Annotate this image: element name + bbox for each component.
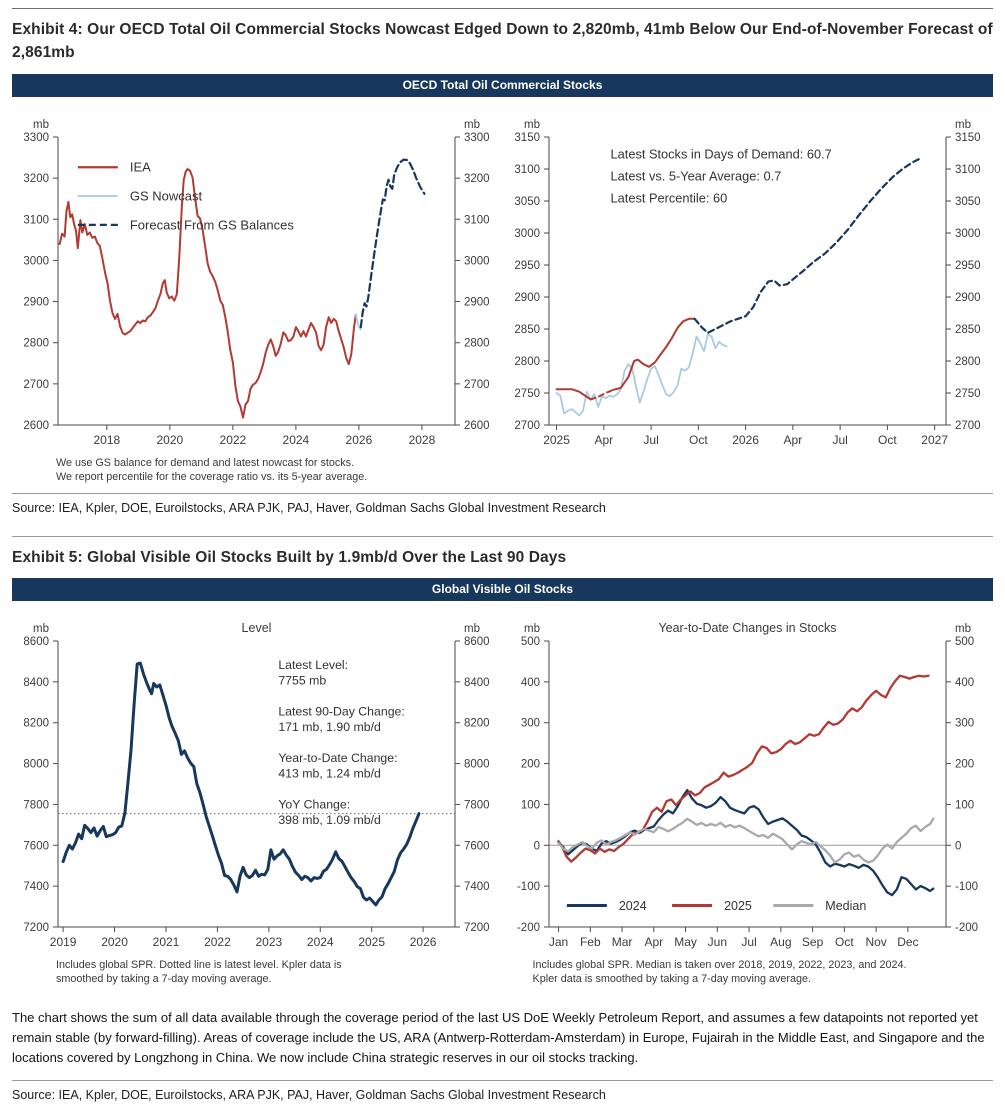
exhibit5-left-panel	[12, 607, 503, 995]
series-iea-solid-b	[613, 318, 694, 389]
svg-text:2024: 2024	[618, 898, 647, 913]
exhibit4-title: Exhibit 4: Our OECD Total Oil Commercial Stocks Nowcast Edged Down to 2,820mb, 41mb Below Our End-of-November Forecast of 2,861mb	[12, 21, 993, 62]
svg-text:2900: 2900	[954, 291, 981, 304]
svg-text:Sep: Sep	[801, 934, 823, 949]
svg-text:400: 400	[954, 676, 974, 689]
series-forecast	[694, 158, 919, 332]
svg-text:8000: 8000	[464, 758, 490, 771]
footnote-line: We report percentile for the coverage ratio vs. its 5-year average.	[56, 471, 368, 484]
exhibit5-charts-row	[12, 607, 993, 995]
svg-text:Oct: Oct	[834, 934, 854, 949]
svg-text:2850: 2850	[954, 323, 981, 336]
svg-text:3000: 3000	[23, 254, 49, 267]
exhibit5-right-chart-footnote	[533, 958, 994, 987]
svg-text:GS Nowcast: GS Nowcast	[129, 188, 203, 204]
svg-text:2600: 2600	[23, 419, 49, 432]
svg-text:2800: 2800	[464, 337, 490, 350]
svg-text:7200: 7200	[464, 921, 490, 934]
svg-text:May: May	[673, 934, 697, 949]
svg-text:8200: 8200	[464, 717, 490, 730]
svg-text:3100: 3100	[23, 213, 49, 226]
svg-text:Mar: Mar	[611, 934, 632, 949]
svg-text:2800: 2800	[513, 355, 540, 368]
svg-text:2750: 2750	[954, 387, 981, 400]
svg-text:2850: 2850	[513, 323, 540, 336]
svg-text:Year-to-Date Change:: Year-to-Date Change:	[278, 750, 398, 765]
svg-text:2700: 2700	[464, 378, 490, 391]
svg-text:Latest vs. 5-Year Average: 0.7: Latest vs. 5-Year Average: 0.7	[610, 167, 781, 183]
svg-text:Dec: Dec	[896, 934, 919, 949]
svg-text:mb: mb	[523, 118, 540, 131]
exhibit5-right-panel	[503, 607, 994, 995]
svg-text:-200: -200	[954, 921, 978, 934]
svg-text:8000: 8000	[23, 758, 49, 771]
oecd-stocks-forecast-chart	[503, 103, 994, 455]
svg-text:171 mb, 1.90 mb/d: 171 mb, 1.90 mb/d	[278, 719, 381, 734]
svg-text:2020: 2020	[101, 934, 128, 949]
svg-text:0: 0	[533, 840, 540, 853]
svg-text:2026: 2026	[345, 432, 373, 447]
svg-text:200: 200	[954, 758, 974, 771]
top-divider	[12, 8, 993, 9]
oecd-stocks-history-chart-svg	[12, 103, 501, 455]
exhibit5-source-line: Source: IEA, Kpler, DOE, Euroilstocks, ARA PJK, PAJ, Haver, Goldman Sachs Global Investment Research	[12, 1088, 606, 1103]
svg-text:2025: 2025	[358, 934, 386, 949]
svg-text:413 mb, 1.24 mb/d: 413 mb, 1.24 mb/d	[278, 766, 381, 781]
footnote-line: Kpler data is smoothed by taking a 7-day moving average.	[532, 973, 811, 986]
svg-text:2026: 2026	[731, 432, 759, 447]
svg-text:100: 100	[954, 799, 974, 812]
svg-text:Oct: Oct	[688, 432, 708, 447]
svg-text:Latest 90-Day Change:: Latest 90-Day Change:	[278, 704, 405, 719]
svg-text:3200: 3200	[464, 172, 490, 185]
footnote-line: Includes global SPR. Dotted line is latest level. Kpler data is	[56, 958, 342, 971]
svg-text:Oct: Oct	[877, 432, 897, 447]
svg-text:7200: 7200	[23, 921, 49, 934]
svg-text:7600: 7600	[464, 840, 490, 853]
svg-text:3300: 3300	[23, 131, 49, 144]
svg-text:mb: mb	[33, 622, 49, 635]
oecd-stocks-history-chart	[12, 103, 503, 455]
svg-text:3000: 3000	[513, 227, 540, 240]
svg-text:3150: 3150	[954, 131, 981, 144]
svg-text:3050: 3050	[954, 195, 981, 208]
svg-text:-200: -200	[516, 921, 540, 934]
svg-text:8600: 8600	[464, 635, 490, 648]
oecd-stocks-forecast-chart-svg	[503, 103, 992, 455]
svg-text:mb: mb	[523, 622, 540, 635]
exhibit4-banner: OECD Total Oil Commercial Stocks	[12, 74, 993, 97]
svg-text:2019: 2019	[49, 934, 77, 949]
global-stocks-level-chart	[12, 607, 503, 957]
svg-text:Apr: Apr	[783, 432, 802, 447]
series-2024	[558, 790, 933, 895]
svg-text:mb: mb	[954, 622, 971, 635]
global-stocks-level-chart-svg	[12, 607, 501, 957]
exhibit5-title: Exhibit 5: Global Visible Oil Stocks Built by 1.9mb/d Over the Last 90 Days	[12, 548, 567, 566]
svg-text:2900: 2900	[513, 291, 540, 304]
svg-text:2024: 2024	[306, 934, 334, 949]
svg-text:2025: 2025	[723, 898, 752, 913]
svg-text:2800: 2800	[23, 337, 49, 350]
svg-text:0: 0	[954, 840, 961, 853]
svg-text:300: 300	[520, 717, 540, 730]
exhibit4-chart-footnote	[56, 456, 503, 485]
svg-text:2750: 2750	[513, 387, 540, 400]
svg-text:2800: 2800	[954, 355, 981, 368]
svg-text:Aug: Aug	[769, 934, 792, 949]
footnote-line: smoothed by taking a 7-day moving average.	[56, 973, 272, 986]
svg-text:Jul: Jul	[740, 934, 757, 949]
svg-text:400: 400	[520, 676, 540, 689]
series-gs-nowcast-weekly	[556, 334, 726, 415]
series-forecast	[361, 159, 425, 327]
svg-text:7800: 7800	[23, 799, 49, 812]
svg-text:8600: 8600	[23, 635, 49, 648]
svg-text:7800: 7800	[464, 799, 490, 812]
svg-text:2028: 2028	[408, 432, 436, 447]
svg-text:mb: mb	[33, 118, 49, 131]
svg-text:2020: 2020	[156, 432, 184, 447]
svg-text:500: 500	[520, 635, 540, 648]
svg-text:YoY Change:: YoY Change:	[278, 797, 351, 812]
series-global-level	[63, 663, 419, 905]
svg-text:500: 500	[954, 635, 974, 648]
svg-text:3050: 3050	[513, 195, 540, 208]
svg-text:-100: -100	[954, 881, 978, 894]
exhibit5-banner: Global Visible Oil Stocks	[12, 578, 993, 601]
svg-text:Latest Level:: Latest Level:	[278, 657, 349, 672]
exhibit4-right-panel	[503, 103, 994, 493]
svg-text:2018: 2018	[93, 432, 121, 447]
footnote-line: We use GS balance for demand and latest nowcast for stocks.	[56, 456, 355, 469]
svg-text:-100: -100	[516, 881, 540, 894]
svg-text:8400: 8400	[23, 676, 49, 689]
svg-text:3000: 3000	[464, 254, 490, 267]
footnote-line: Includes global SPR. Median is taken over 2018, 2019, 2022, 2023, and 2024.	[532, 958, 907, 971]
exhibit4-section	[12, 18, 993, 524]
svg-text:mb: mb	[464, 118, 480, 131]
series-median	[558, 819, 933, 863]
ytd-changes-chart	[503, 607, 994, 957]
svg-text:Latest Percentile: 60: Latest Percentile: 60	[610, 189, 727, 205]
page-root	[0, 8, 1005, 1111]
series-2025	[558, 676, 928, 862]
svg-text:7400: 7400	[464, 881, 490, 894]
svg-text:398 mb, 1.09 mb/d: 398 mb, 1.09 mb/d	[278, 812, 381, 827]
exhibit4-left-panel	[12, 103, 503, 493]
svg-text:Feb: Feb	[579, 934, 601, 949]
svg-text:200: 200	[520, 758, 540, 771]
svg-text:3150: 3150	[513, 131, 540, 144]
svg-text:Jul: Jul	[831, 432, 848, 447]
svg-text:2900: 2900	[23, 296, 49, 309]
svg-text:Jan: Jan	[548, 934, 568, 949]
svg-text:2025: 2025	[542, 432, 570, 447]
svg-text:Apr: Apr	[643, 934, 663, 949]
svg-text:3100: 3100	[954, 163, 981, 176]
ytd-changes-chart-svg	[503, 607, 992, 957]
exhibit5-section	[12, 546, 993, 1111]
svg-text:7600: 7600	[23, 840, 49, 853]
svg-text:7400: 7400	[23, 881, 49, 894]
svg-text:Forecast From GS Balances: Forecast From GS Balances	[129, 216, 294, 232]
svg-text:mb: mb	[954, 118, 971, 131]
svg-text:Level: Level	[241, 620, 272, 635]
svg-text:100: 100	[520, 799, 540, 812]
svg-text:300: 300	[954, 717, 974, 730]
svg-text:IEA: IEA	[129, 159, 151, 175]
svg-text:8200: 8200	[23, 717, 49, 730]
svg-text:2950: 2950	[513, 259, 540, 272]
svg-text:3100: 3100	[513, 163, 540, 176]
svg-text:Latest Stocks in Days of Deman: Latest Stocks in Days of Demand: 60.7	[610, 145, 832, 161]
svg-text:2026: 2026	[409, 934, 437, 949]
svg-text:Median: Median	[824, 898, 866, 913]
svg-text:2022: 2022	[204, 934, 231, 949]
svg-text:Year-to-Date Changes in Stocks: Year-to-Date Changes in Stocks	[657, 620, 837, 635]
exhibit4-source-line: Source: IEA, Kpler, DOE, Euroilstocks, ARA PJK, PAJ, Haver, Goldman Sachs Global Investment Research	[12, 500, 606, 515]
exhibit4-charts-row	[12, 103, 993, 493]
svg-text:Jul: Jul	[642, 432, 659, 447]
section-divider	[12, 536, 993, 537]
svg-text:3200: 3200	[23, 172, 49, 185]
svg-text:2700: 2700	[954, 419, 981, 432]
svg-text:3000: 3000	[954, 227, 981, 240]
svg-text:2027: 2027	[920, 432, 948, 447]
svg-text:2024: 2024	[282, 432, 310, 447]
svg-text:Nov: Nov	[864, 934, 887, 949]
svg-text:2700: 2700	[23, 378, 49, 391]
svg-text:mb: mb	[464, 622, 480, 635]
svg-text:Apr: Apr	[593, 432, 613, 447]
svg-text:2022: 2022	[219, 432, 247, 447]
svg-text:7755 mb: 7755 mb	[278, 673, 327, 688]
svg-text:2021: 2021	[152, 934, 180, 949]
svg-text:2023: 2023	[255, 934, 283, 949]
svg-text:2900: 2900	[464, 296, 490, 309]
svg-text:2600: 2600	[464, 419, 490, 432]
svg-text:3300: 3300	[464, 131, 490, 144]
svg-text:2950: 2950	[954, 259, 981, 272]
svg-text:2700: 2700	[513, 419, 540, 432]
series-iea	[60, 169, 356, 418]
svg-text:8400: 8400	[464, 676, 490, 689]
exhibit5-description: The chart shows the sum of all data available through the coverage period of the last US DoE Weekly Petroleum Report, and assumes a few datapoints not reported yet remain stable (by forward-filling). Areas of coverage include the US, ARA (Antwerp-Rotterdam-Amsterdam) in Europe, Fujairah in the Middle East, and Singapore and the locations covered by Longzhong in China. We now include China strategic reserves in our oil stocks tracking.	[12, 1010, 985, 1066]
exhibit5-left-chart-footnote	[56, 958, 503, 987]
svg-text:Jun: Jun	[707, 934, 727, 949]
svg-text:3100: 3100	[464, 213, 490, 226]
